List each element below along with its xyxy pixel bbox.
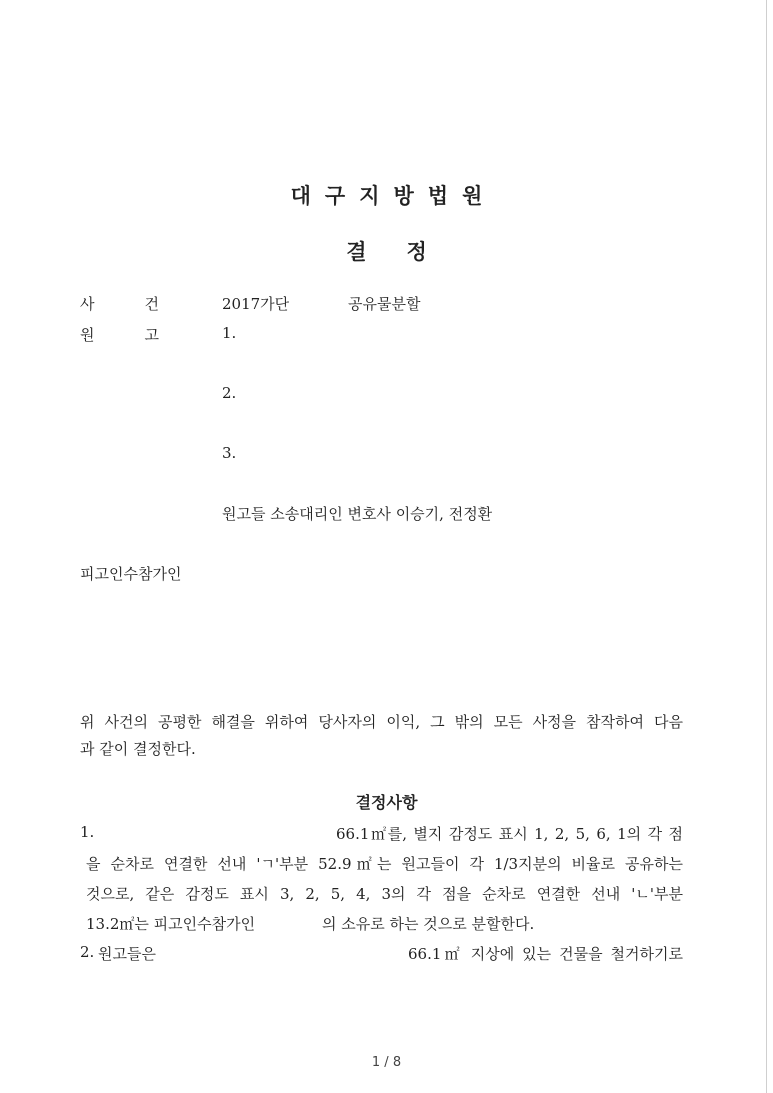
intro-line-2: 과 같이 결정한다. — [80, 740, 196, 758]
page-edge-line — [766, 0, 767, 1093]
intervenor-label: 피고인수참가인 — [80, 565, 182, 583]
item-1-line-4a: 13.2㎡는 피고인수참가인 — [86, 915, 256, 933]
item-1-line-2: 을 순차로 연결한 선내 'ㄱ'부분 52.9㎡는 원고들이 각 1/3지분의 비율로 공유하는 — [86, 855, 683, 873]
section-title: 결정사항 — [355, 793, 418, 812]
item-2-line-1a: 원고들은 — [98, 945, 156, 963]
item-1-number: 1. — [80, 823, 95, 841]
plaintiff-label: 원고 — [80, 326, 209, 344]
intro-line-1: 위 사건의 공평한 해결을 위하여 당사자의 이익, 그 밖의 모든 사정을 참작하여 다음 — [80, 713, 683, 731]
plaintiff-number-2: 2. — [222, 384, 237, 402]
item-1-line-1: 66.1㎡를, 별지 감정도 표시 1, 2, 5, 6, 1의 각 점 — [336, 825, 683, 843]
case-label: 사건 — [80, 295, 209, 313]
plaintiff-number-1: 1. — [222, 324, 237, 342]
plaintiff-number-3: 3. — [222, 444, 237, 462]
case-name: 공유물분할 — [348, 295, 421, 313]
document-title: 결정 — [346, 240, 467, 264]
court-name: 대구지방법원 — [290, 184, 497, 208]
plaintiff-counsel: 원고들 소송대리인 변호사 이승기, 전정환 — [222, 505, 493, 523]
item-2-line-1b: 66.1㎡ 지상에 있는 건물을 철거하기로 — [408, 945, 683, 963]
case-number: 2017가단 — [222, 295, 290, 313]
item-1-line-4b: 의 소유로 하는 것으로 분할한다. — [322, 915, 535, 933]
item-1-line-3: 것으로, 같은 감정도 표시 3, 2, 5, 4, 3의 각 점을 순차로 연결한 선내 'ㄴ'부분 — [86, 885, 683, 903]
page-number: 1 / 8 — [371, 1055, 402, 1070]
item-2-number: 2. — [80, 943, 95, 961]
